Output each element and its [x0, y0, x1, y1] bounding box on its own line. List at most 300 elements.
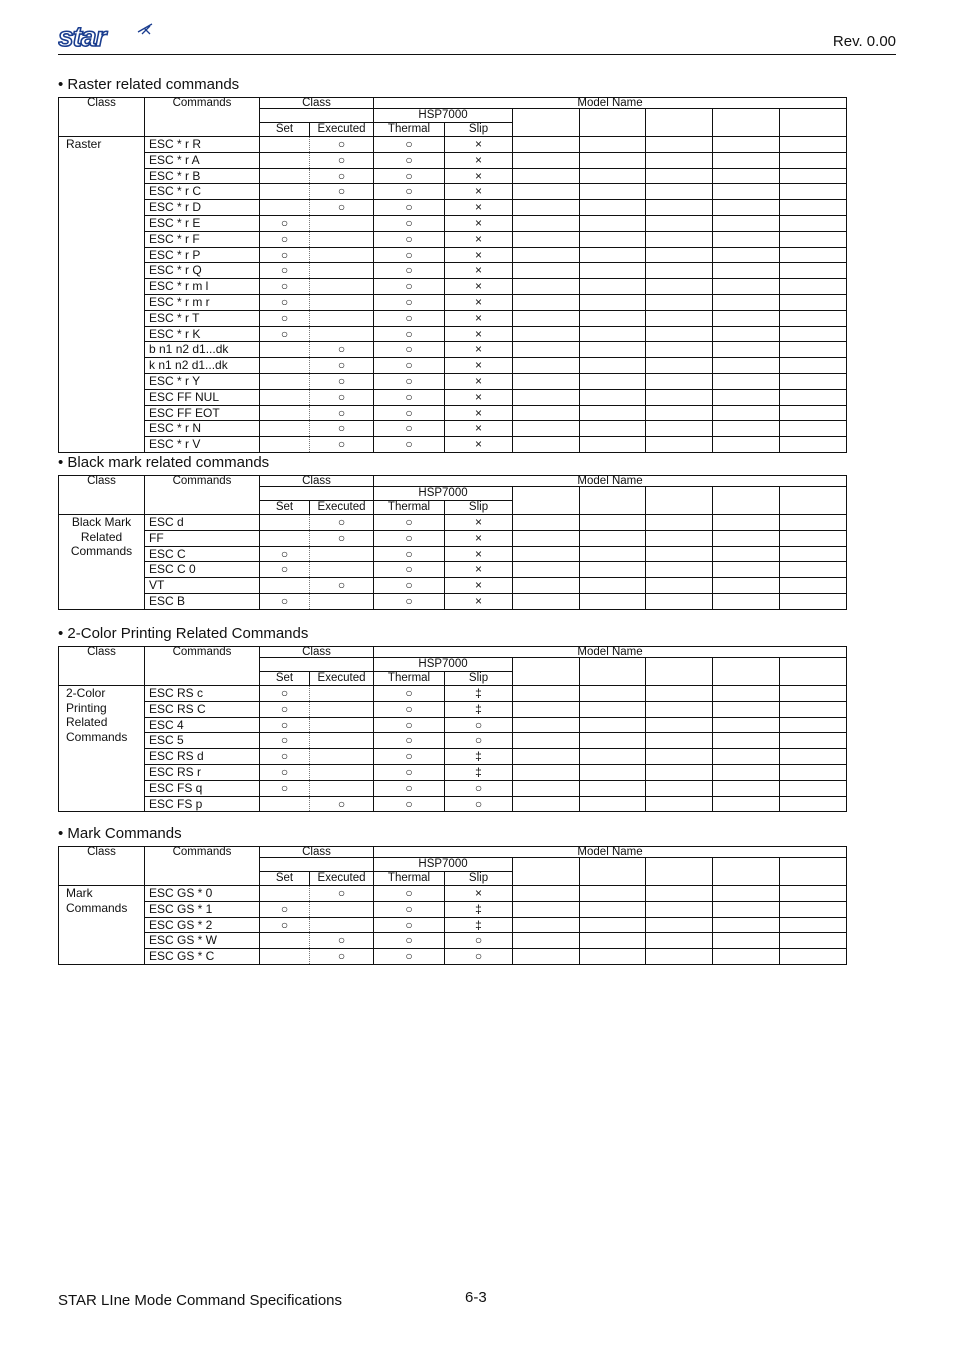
header-commands: Commands — [145, 98, 260, 137]
command-name: ESC C — [145, 546, 260, 562]
set-mark — [260, 137, 310, 153]
slip-mark: × — [445, 546, 513, 562]
command-name: b n1 n2 d1...dk — [145, 342, 260, 358]
table-row — [59, 780, 847, 796]
header-executed: Executed — [310, 872, 374, 886]
model-blank-cell — [780, 749, 847, 765]
table-row — [59, 796, 847, 812]
section-title: • Mark Commands — [58, 825, 182, 842]
slip-mark: × — [445, 137, 513, 153]
model-blank-cell — [580, 593, 646, 609]
model-blank-cell — [780, 886, 847, 902]
command-name: ESC RS C — [145, 701, 260, 717]
thermal-mark: ○ — [374, 152, 445, 168]
thermal-mark: ○ — [374, 310, 445, 326]
model-blank-cell — [580, 184, 646, 200]
header-commands: Commands — [145, 647, 260, 686]
slip-mark: ○ — [445, 780, 513, 796]
model-blank-cell — [780, 247, 847, 263]
header-model: HSP7000 — [374, 858, 513, 872]
model-blank-cell — [580, 389, 646, 405]
set-mark: ○ — [260, 901, 310, 917]
model-blank-cell — [780, 405, 847, 421]
header-class: Class — [59, 476, 145, 515]
model-blank-cell — [713, 578, 780, 594]
command-name: ESC d — [145, 515, 260, 531]
model-blank-cell — [780, 901, 847, 917]
table-row — [59, 373, 847, 389]
model-blank-cell — [780, 279, 847, 295]
model-blank-cell — [513, 184, 580, 200]
model-blank-cell — [513, 917, 580, 933]
thermal-mark: ○ — [374, 764, 445, 780]
model-blank-cell — [646, 917, 713, 933]
table-row — [59, 200, 847, 216]
model-blank-cell — [513, 764, 580, 780]
model-blank-cell — [713, 562, 780, 578]
table-row — [59, 530, 847, 546]
command-table — [58, 97, 847, 453]
command-name: ESC 5 — [145, 733, 260, 749]
model-blank-cell — [580, 562, 646, 578]
thermal-mark: ○ — [374, 421, 445, 437]
executed-mark: ○ — [310, 389, 374, 405]
table-row — [59, 152, 847, 168]
model-blank-cell — [580, 546, 646, 562]
model-blank-cell — [646, 263, 713, 279]
executed-mark — [310, 294, 374, 310]
command-name: ESC C 0 — [145, 562, 260, 578]
model-blank-cell — [580, 215, 646, 231]
model-blank-cell — [780, 949, 847, 965]
header-commands: Commands — [145, 476, 260, 515]
section-title: • 2-Color Printing Related Commands — [58, 625, 309, 642]
command-name: ESC 4 — [145, 717, 260, 733]
executed-mark: ○ — [310, 405, 374, 421]
model-blank-cell — [513, 686, 580, 702]
table-row — [59, 247, 847, 263]
model-blank-cell — [513, 358, 580, 374]
slip-mark: × — [445, 215, 513, 231]
slip-mark: × — [445, 389, 513, 405]
model-blank-cell — [713, 733, 780, 749]
command-name: ESC * r C — [145, 184, 260, 200]
model-blank-cell — [780, 717, 847, 733]
model-blank-cell — [646, 780, 713, 796]
header-model-blank — [646, 858, 713, 886]
model-blank-cell — [646, 515, 713, 531]
model-blank-cell — [646, 562, 713, 578]
table-row — [59, 917, 847, 933]
header-slip: Slip — [445, 501, 513, 515]
table-row — [59, 421, 847, 437]
header-model-blank — [646, 658, 713, 686]
star-logo-icon — [58, 22, 154, 50]
thermal-mark: ○ — [374, 200, 445, 216]
section-title: • Raster related commands — [58, 76, 240, 93]
model-blank-cell — [580, 231, 646, 247]
header-slip: Slip — [445, 672, 513, 686]
header-slip: Slip — [445, 872, 513, 886]
model-blank-cell — [780, 389, 847, 405]
thermal-mark: ○ — [374, 137, 445, 153]
model-blank-cell — [713, 901, 780, 917]
thermal-mark: ○ — [374, 358, 445, 374]
command-name: ESC GS * W — [145, 933, 260, 949]
command-name: ESC * r D — [145, 200, 260, 216]
slip-mark: × — [445, 421, 513, 437]
model-blank-cell — [513, 342, 580, 358]
slip-mark: × — [445, 263, 513, 279]
executed-mark — [310, 593, 374, 609]
model-blank-cell — [646, 421, 713, 437]
model-blank-cell — [646, 886, 713, 902]
model-blank-cell — [780, 310, 847, 326]
model-blank-cell — [580, 686, 646, 702]
table-row — [59, 263, 847, 279]
model-blank-cell — [646, 593, 713, 609]
header-model-blank — [713, 858, 780, 886]
model-blank-cell — [580, 263, 646, 279]
model-blank-cell — [780, 152, 847, 168]
model-blank-cell — [513, 152, 580, 168]
command-name: ESC FS q — [145, 780, 260, 796]
model-blank-cell — [713, 437, 780, 453]
header-model-blank — [713, 109, 780, 137]
header-model-blank — [513, 658, 580, 686]
set-mark: ○ — [260, 780, 310, 796]
model-blank-cell — [780, 421, 847, 437]
command-name: ESC RS d — [145, 749, 260, 765]
table-row — [59, 901, 847, 917]
model-blank-cell — [780, 358, 847, 374]
thermal-mark: ○ — [374, 733, 445, 749]
model-blank-cell — [580, 515, 646, 531]
thermal-mark: ○ — [374, 901, 445, 917]
row-class-label: 2-Color Printing Related Commands — [59, 686, 145, 812]
header-class-group: Class — [260, 476, 374, 487]
header-model-blank — [580, 658, 646, 686]
set-mark — [260, 184, 310, 200]
model-blank-cell — [646, 310, 713, 326]
executed-mark: ○ — [310, 437, 374, 453]
model-blank-cell — [513, 796, 580, 812]
model-blank-cell — [780, 686, 847, 702]
model-blank-cell — [713, 917, 780, 933]
thermal-mark: ○ — [374, 949, 445, 965]
thermal-mark: ○ — [374, 530, 445, 546]
page-header — [58, 22, 896, 55]
model-blank-cell — [713, 421, 780, 437]
slip-mark: × — [445, 326, 513, 342]
thermal-mark: ○ — [374, 686, 445, 702]
set-mark — [260, 200, 310, 216]
model-blank-cell — [780, 231, 847, 247]
model-blank-cell — [646, 373, 713, 389]
executed-mark — [310, 733, 374, 749]
model-blank-cell — [646, 530, 713, 546]
header-class-group: Class — [260, 847, 374, 858]
slip-mark: ○ — [445, 796, 513, 812]
model-blank-cell — [513, 294, 580, 310]
header-slip: Slip — [445, 123, 513, 137]
model-blank-cell — [713, 137, 780, 153]
model-blank-cell — [713, 294, 780, 310]
header-model-name: Model Name — [374, 647, 847, 658]
model-blank-cell — [713, 279, 780, 295]
model-blank-cell — [780, 780, 847, 796]
executed-mark: ○ — [310, 373, 374, 389]
executed-mark — [310, 231, 374, 247]
model-blank-cell — [713, 780, 780, 796]
model-blank-cell — [646, 901, 713, 917]
slip-mark: ‡ — [445, 917, 513, 933]
model-blank-cell — [513, 326, 580, 342]
header-model-blank — [780, 109, 847, 137]
model-blank-cell — [646, 184, 713, 200]
command-name: ESC FS p — [145, 796, 260, 812]
thermal-mark: ○ — [374, 168, 445, 184]
model-blank-cell — [580, 168, 646, 184]
header-model-blank — [646, 109, 713, 137]
slip-mark: ‡ — [445, 749, 513, 765]
model-blank-cell — [646, 326, 713, 342]
table-row — [59, 933, 847, 949]
model-blank-cell — [646, 749, 713, 765]
command-name: ESC RS r — [145, 764, 260, 780]
model-blank-cell — [513, 373, 580, 389]
header-model: HSP7000 — [374, 658, 513, 672]
footer-doc-title: STAR LIne Mode Command Specifications — [58, 1292, 343, 1309]
model-blank-cell — [646, 578, 713, 594]
table-row — [59, 168, 847, 184]
table-row — [59, 215, 847, 231]
command-name: ESC * r m l — [145, 279, 260, 295]
header-model-blank — [780, 658, 847, 686]
thermal-mark: ○ — [374, 437, 445, 453]
slip-mark: × — [445, 515, 513, 531]
slip-mark: × — [445, 530, 513, 546]
table-row — [59, 137, 847, 153]
set-mark: ○ — [260, 717, 310, 733]
svg-text:star: star — [58, 22, 106, 50]
model-blank-cell — [646, 294, 713, 310]
table-row — [59, 310, 847, 326]
executed-mark — [310, 546, 374, 562]
header-model-blank — [580, 858, 646, 886]
model-blank-cell — [780, 764, 847, 780]
command-name: ESC * r V — [145, 437, 260, 453]
row-class-label: Raster — [59, 137, 145, 453]
slip-mark: × — [445, 358, 513, 374]
header-thermal: Thermal — [374, 501, 445, 515]
model-blank-cell — [580, 247, 646, 263]
command-table — [58, 646, 847, 812]
thermal-mark: ○ — [374, 886, 445, 902]
set-mark: ○ — [260, 686, 310, 702]
model-blank-cell — [713, 200, 780, 216]
set-mark — [260, 358, 310, 374]
model-blank-cell — [513, 749, 580, 765]
model-blank-cell — [513, 546, 580, 562]
set-mark: ○ — [260, 326, 310, 342]
set-mark: ○ — [260, 733, 310, 749]
model-blank-cell — [513, 949, 580, 965]
table-row — [59, 686, 847, 702]
set-mark — [260, 886, 310, 902]
slip-mark: ○ — [445, 733, 513, 749]
header-class-group: Class — [260, 98, 374, 109]
model-blank-cell — [646, 701, 713, 717]
thermal-mark: ○ — [374, 279, 445, 295]
header-model-blank — [513, 487, 580, 515]
executed-mark: ○ — [310, 168, 374, 184]
model-blank-cell — [713, 515, 780, 531]
thermal-mark: ○ — [374, 389, 445, 405]
model-blank-cell — [513, 405, 580, 421]
set-mark — [260, 949, 310, 965]
header-model-name: Model Name — [374, 476, 847, 487]
model-blank-cell — [713, 530, 780, 546]
thermal-mark: ○ — [374, 562, 445, 578]
header-model-name: Model Name — [374, 847, 847, 858]
set-mark: ○ — [260, 546, 310, 562]
set-mark: ○ — [260, 279, 310, 295]
model-blank-cell — [713, 546, 780, 562]
model-blank-cell — [580, 780, 646, 796]
thermal-mark: ○ — [374, 373, 445, 389]
thermal-mark: ○ — [374, 578, 445, 594]
header-executed: Executed — [310, 123, 374, 137]
command-name: ESC FF NUL — [145, 389, 260, 405]
model-blank-cell — [780, 562, 847, 578]
thermal-mark: ○ — [374, 263, 445, 279]
model-blank-cell — [780, 215, 847, 231]
slip-mark: × — [445, 405, 513, 421]
model-blank-cell — [713, 764, 780, 780]
executed-mark: ○ — [310, 184, 374, 200]
model-blank-cell — [513, 733, 580, 749]
model-blank-cell — [713, 717, 780, 733]
table-row — [59, 231, 847, 247]
model-blank-cell — [780, 294, 847, 310]
thermal-mark: ○ — [374, 917, 445, 933]
header-set: Set — [260, 501, 310, 515]
table-row — [59, 701, 847, 717]
model-blank-cell — [780, 137, 847, 153]
set-mark: ○ — [260, 764, 310, 780]
model-blank-cell — [713, 247, 780, 263]
command-name: ESC * r N — [145, 421, 260, 437]
set-mark: ○ — [260, 749, 310, 765]
model-blank-cell — [646, 358, 713, 374]
header-model-blank — [580, 109, 646, 137]
model-blank-cell — [780, 437, 847, 453]
header-set: Set — [260, 123, 310, 137]
thermal-mark: ○ — [374, 247, 445, 263]
model-blank-cell — [780, 200, 847, 216]
command-name: ESC * r P — [145, 247, 260, 263]
model-blank-cell — [780, 326, 847, 342]
model-blank-cell — [646, 342, 713, 358]
model-blank-cell — [780, 593, 847, 609]
model-blank-cell — [713, 342, 780, 358]
model-blank-cell — [646, 279, 713, 295]
model-blank-cell — [580, 901, 646, 917]
table-row — [59, 405, 847, 421]
command-name: ESC * r F — [145, 231, 260, 247]
command-name: ESC * r A — [145, 152, 260, 168]
model-blank-cell — [580, 310, 646, 326]
model-blank-cell — [580, 717, 646, 733]
header-model: HSP7000 — [374, 109, 513, 123]
thermal-mark: ○ — [374, 701, 445, 717]
model-blank-cell — [713, 168, 780, 184]
command-name: ESC FF EOT — [145, 405, 260, 421]
executed-mark: ○ — [310, 152, 374, 168]
set-mark — [260, 578, 310, 594]
header-set: Set — [260, 672, 310, 686]
thermal-mark: ○ — [374, 231, 445, 247]
set-mark: ○ — [260, 263, 310, 279]
model-blank-cell — [646, 405, 713, 421]
revision-label: Rev. 0.00 — [832, 33, 896, 50]
slip-mark: × — [445, 437, 513, 453]
slip-mark: × — [445, 279, 513, 295]
header-model-blank — [780, 858, 847, 886]
model-blank-cell — [713, 686, 780, 702]
model-blank-cell — [646, 686, 713, 702]
model-blank-cell — [713, 215, 780, 231]
executed-mark — [310, 780, 374, 796]
executed-mark — [310, 764, 374, 780]
model-blank-cell — [580, 578, 646, 594]
model-blank-cell — [780, 342, 847, 358]
slip-mark: ○ — [445, 949, 513, 965]
model-blank-cell — [780, 263, 847, 279]
executed-mark — [310, 701, 374, 717]
model-blank-cell — [646, 796, 713, 812]
model-blank-cell — [646, 168, 713, 184]
model-blank-cell — [646, 152, 713, 168]
command-name: ESC * r K — [145, 326, 260, 342]
table-row — [59, 184, 847, 200]
command-name: ESC * r E — [145, 215, 260, 231]
model-blank-cell — [713, 263, 780, 279]
model-blank-cell — [713, 796, 780, 812]
model-blank-cell — [646, 933, 713, 949]
set-mark: ○ — [260, 917, 310, 933]
model-blank-cell — [580, 933, 646, 949]
model-blank-cell — [513, 562, 580, 578]
model-blank-cell — [713, 184, 780, 200]
model-blank-cell — [646, 733, 713, 749]
header-executed: Executed — [310, 501, 374, 515]
set-mark — [260, 437, 310, 453]
model-blank-cell — [580, 342, 646, 358]
set-mark: ○ — [260, 231, 310, 247]
set-mark — [260, 389, 310, 405]
page-number: 6-3 — [465, 1289, 487, 1306]
model-blank-cell — [580, 886, 646, 902]
set-mark — [260, 152, 310, 168]
slip-mark: × — [445, 200, 513, 216]
table-row — [59, 342, 847, 358]
model-blank-cell — [513, 137, 580, 153]
executed-mark — [310, 215, 374, 231]
model-blank-cell — [580, 358, 646, 374]
model-blank-cell — [513, 200, 580, 216]
